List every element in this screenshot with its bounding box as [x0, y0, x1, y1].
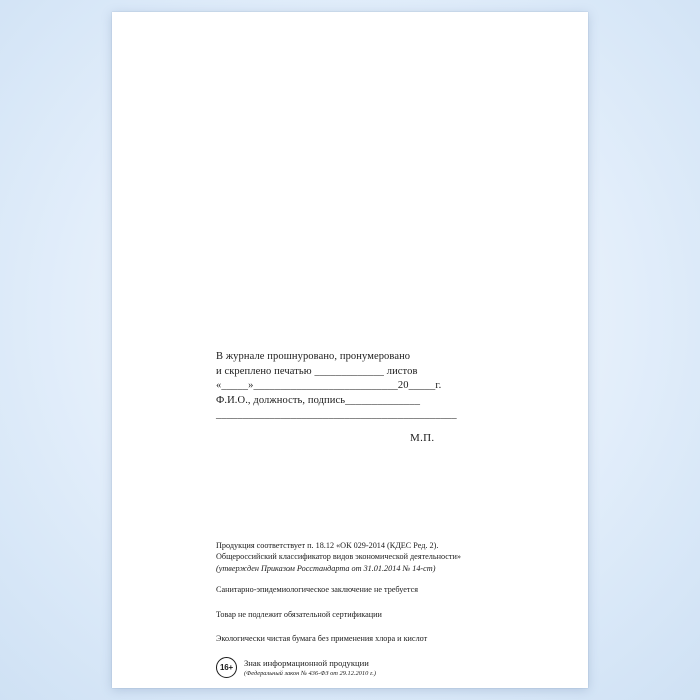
certification-line-5: _____________________________________________: [216, 409, 457, 421]
certification-line-4: Ф.И.О., должность, подпись______________: [216, 394, 421, 406]
document-page: [112, 12, 588, 688]
certification-note: Товар не подлежит обязательной сертификации: [216, 609, 382, 619]
seal-mark: М.П.: [410, 432, 435, 444]
product-compliance-line-3: (утвержден Приказом Росстандарта от 31.01.2014 № 14-ст): [216, 563, 436, 573]
certification-line-2: и скреплено печатью _____________ листов: [216, 365, 418, 377]
product-compliance-line-1: Продукция соответствует п. 18.12 «ОК 029-2014 (КДЕС Ред. 2).: [216, 541, 439, 550]
certification-block: [216, 350, 546, 423]
age-rating-title: Знак информационной продукции: [244, 658, 369, 669]
age-rating-text: [244, 657, 376, 678]
certification-line-3: «_____»___________________________20_____г.: [216, 380, 442, 392]
paper-note: Экологически чистая бумага без применения хлора и кислот: [216, 634, 428, 644]
certification-line-1: В журнале прошнуровано, пронумеровано: [216, 351, 411, 362]
sanitary-note: Санитарно-эпидемиологическое заключение не требуется: [216, 585, 418, 595]
age-rating-badge-icon: 16+: [216, 657, 237, 678]
document-body: [112, 12, 588, 688]
legal-block: [216, 540, 556, 678]
product-compliance-line-2: Общероссийский классификатор видов экономической деятельности»: [216, 552, 461, 562]
age-rating-law: (Федеральный закон № 436-ФЗ от 29.12.2010 г.): [244, 670, 377, 678]
age-rating-row: [216, 657, 556, 678]
